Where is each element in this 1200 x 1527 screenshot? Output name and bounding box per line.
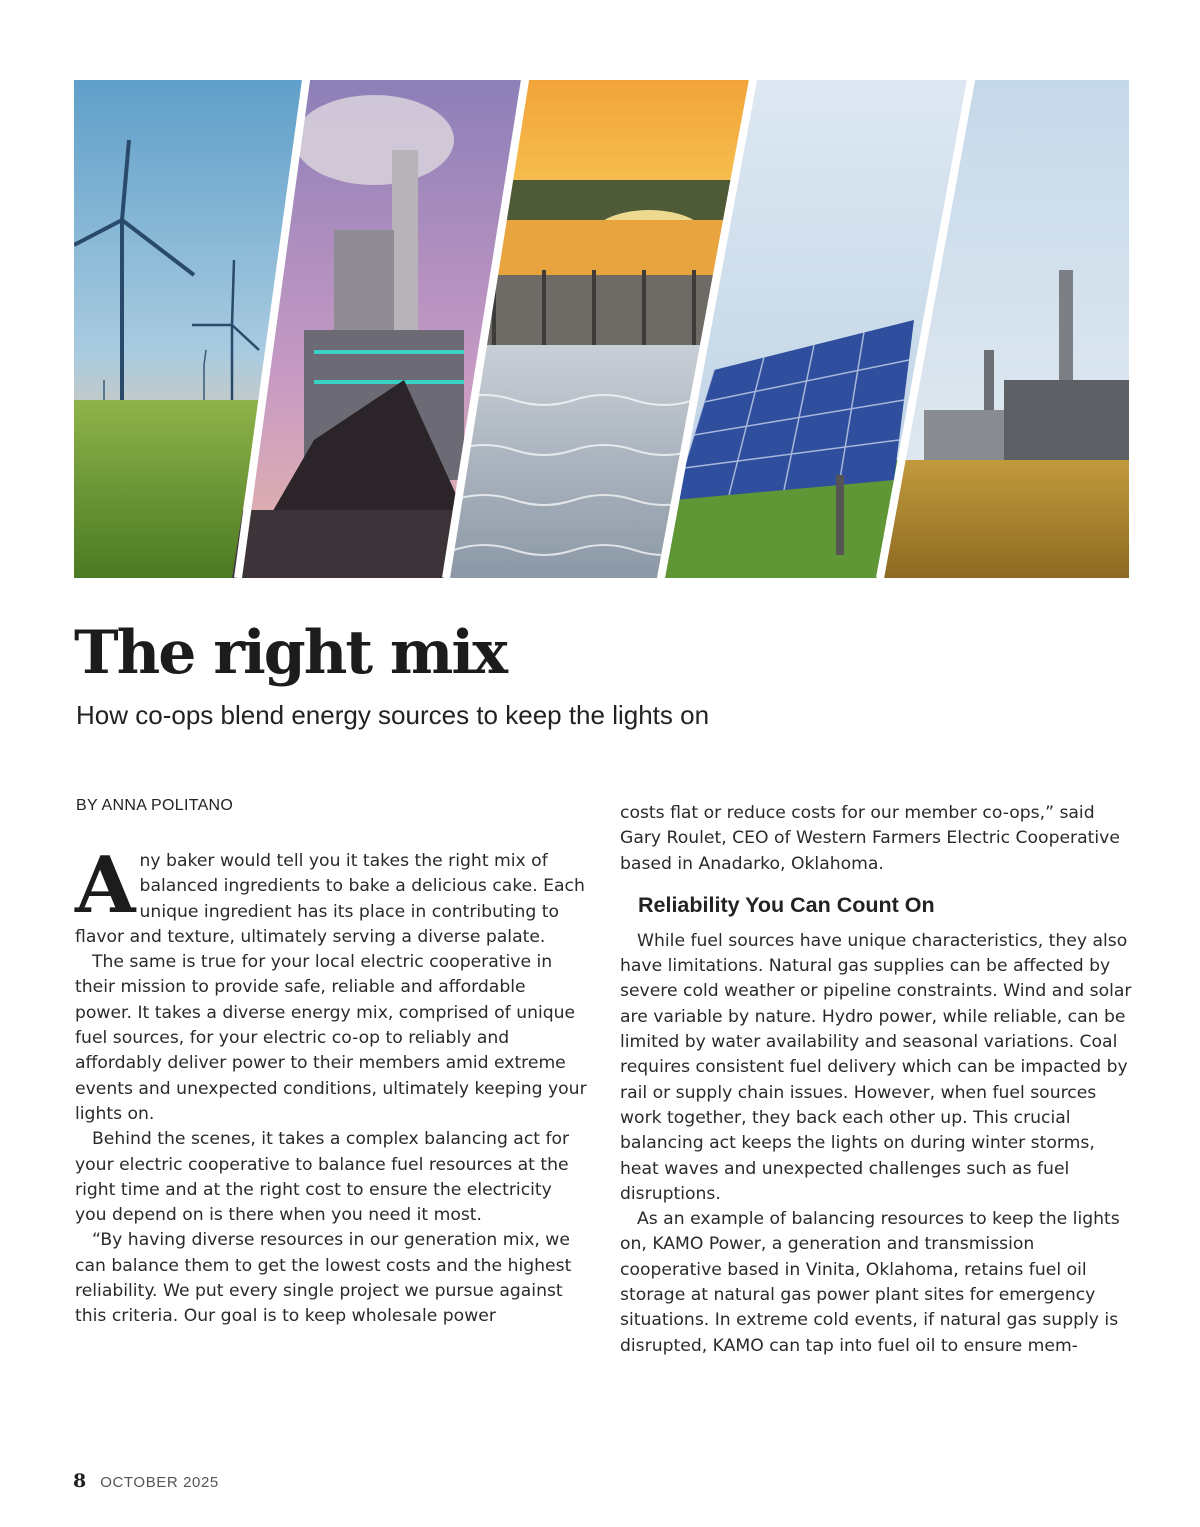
article-subtitle: How co-ops blend energy sources to keep the lights on [76,700,710,730]
paragraph-continued: costs flat or reduce costs for our member co-ops,” said Gary Roulet, CEO of Western Farmers Electric Cooperative based in Anadarko, Oklahoma. [620,803,1120,874]
page-number: 8 [73,1470,87,1492]
article-column-2 [620,801,1132,1359]
hero-image-collage [74,80,1129,578]
paragraph: “By having diverse resources in our generation mix, we can balance them to get the lowest costs and the highest reliability. We put every single project we pursue against this criteria. Our goal is to keep wholesale power [75,1230,572,1327]
paragraph: While fuel sources have unique characteristics, they also have limitations. Natural gas supplies can be affected by severe cold weather or pipeline constraints. Wind and solar are variable by nature. Hydro power, while reliable, can be limited by water availability and seasonal variations. Coal requires consistent fuel delivery which can be impacted by rail or supply chain issues. However, when fuel sources work together, they back each other up. This crucial balancing act keeps the lights on during winter storms, heat waves and unexpected challenges such as fuel disruptions. [620,930,1132,1204]
paragraph: Behind the scenes, it takes a complex balancing act for your electric cooperative to balance fuel resources at the right time and at the right cost to ensure the electricity you depend on is there when you need it most. [75,1129,570,1226]
section-heading: Reliability You Can Count On [638,892,935,917]
paragraph: The same is true for your local electric cooperative in their mission to provide safe, reliable and affordable power. It takes a diverse energy mix, comprised of unique fuel sources, for your electric co-op to reliably and affordably deliver power to their members amid extreme events and unexpected conditions, ultimately keeping your lights on. [75,952,587,1124]
article-title: The right mix [74,618,506,688]
article-column-1 [75,840,587,1330]
byline: BY ANNA POLITANO [76,797,234,814]
drop-cap: A [75,840,136,931]
page-footer [73,1470,219,1492]
paragraph-intro: Any baker would tell you it takes the right mix of balanced ingredients to bake a delicious cake. Each unique ingredient has its place in contributing to flavor and texture, ultimately serving a diverse palate. [75,840,585,947]
issue-date: OCTOBER 2025 [100,1474,219,1491]
paragraph: As an example of balancing resources to keep the lights on, KAMO Power, a generation and transmission cooperative based in Vinita, Oklahoma, retains fuel oil storage at natural gas power plant sites for emergency situations. In extreme cold events, if natural gas supply is disrupted, KAMO can tap into fuel oil to ensure mem- [620,1209,1120,1356]
